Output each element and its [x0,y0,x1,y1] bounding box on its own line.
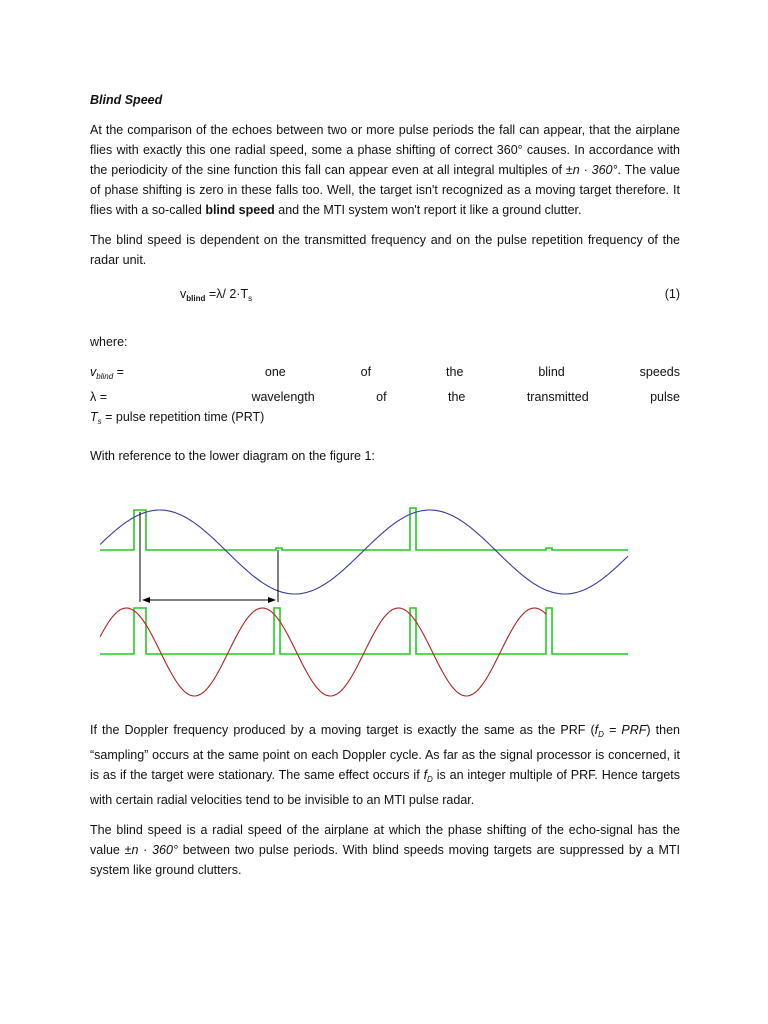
word: the [446,365,464,379]
word: blind [538,365,565,379]
arrow-head-right [268,597,276,603]
subscript: s [248,294,253,303]
word: of [376,390,387,404]
text: . The value of phase shifting is zero in these falls too. Well, the target isn't recognized as a moving target therefore. It flies with a so-called [90,163,680,217]
definition-row [90,407,680,432]
word: speeds [639,365,680,379]
symbol-v: v [180,287,187,301]
where-label: where: [90,335,128,349]
period-marker [140,512,278,603]
text: ) then “sampling” occurs at the same point on each Doppler cycle. As far as the signal processor is concerned, it is as if the target were stationary. The same effect occurs if [90,723,681,782]
definition-row [90,362,680,387]
paragraph-2: The blind speed is dependent on the transmitted frequency and on the pulse repetition frequency of the radar unit. [90,233,680,267]
subscript: s [97,417,102,426]
symbol: f [423,768,428,782]
word: one [264,365,286,379]
word: pulse [650,390,680,404]
math-inline: ±n · 360° [565,163,618,177]
text: between two pulse periods. With blind speeds moving targets are suppressed by a MTI system like ground clutters. [90,843,681,877]
subscript: blind [186,294,206,303]
symbol: v [90,365,97,379]
subscript: blind [96,372,114,381]
figure-caption: With reference to the lower diagram on the figure 1: [90,449,375,463]
pulse-train-lower [100,608,628,654]
word: the [448,390,466,404]
text: and the MTI system won't report it like a ground clutter. [274,203,582,217]
arrow-head-left [142,597,150,603]
equals: = [113,365,124,379]
heading: Blind Speed [90,93,163,107]
formula-expression [180,284,252,309]
symbol: f [594,723,599,737]
formula-number: (1) [664,287,680,301]
math-inline: ±n · 360° [124,843,178,857]
paragraph-4 [90,820,680,880]
bold-term: blind speed [205,203,275,217]
text: is an integer multiple of PRF. Hence targets with certain radial velocities tend to be invisible to an MTI pulse radar. [90,768,680,807]
paragraph-1 [90,120,680,220]
text: If the Doppler frequency produced by a moving target is exactly the same as the PRF ( [90,723,595,737]
subscript: D [598,730,604,739]
lower-pulse-train [100,608,628,654]
paragraph-3 [90,720,680,810]
word: transmitted [526,390,589,404]
word: wavelength [251,390,315,404]
document-body [90,90,680,466]
subscript: D [427,775,433,784]
formula-rhs: =λ/ 2·T [205,287,249,301]
text: The blind speed is a radial speed of the airplane at which the phase shifting of the echo-signal has the value [90,823,680,857]
blind-speed-diagram [90,500,640,710]
lower-text [90,720,680,890]
word: of [360,365,372,379]
definition-text: = pulse repetition time (PRT) [101,410,265,424]
definition-symbol [90,362,190,387]
definition-symbol: λ = [90,390,108,404]
formula [90,280,680,310]
math-inline: = PRF [603,723,647,737]
doppler-sine-upper [100,510,628,594]
doppler-sine-lower [100,608,546,696]
text: At the comparison of the echoes between two or more pulse periods the fall can appear, that the airplane flies with exactly this one radial speed, some a phase shifting of correct 360° causes. In accordance with the periodicity of the sine function this fall can appear even at all integral multiples of [90,123,680,177]
definition-row [90,387,680,407]
symbol: T [90,410,98,424]
